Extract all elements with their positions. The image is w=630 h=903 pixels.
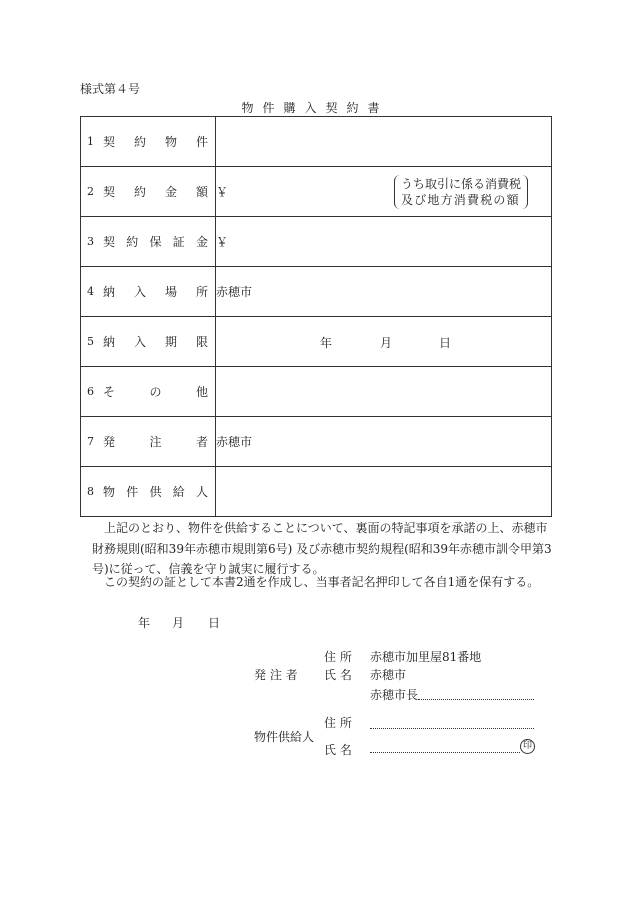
row-label-char: 入 [133,335,146,349]
supplier-address-line [370,728,534,729]
row-label-char: そ [103,385,116,399]
supplier-address-label: 住 所 [324,716,352,730]
table-row [81,317,552,367]
row-value: 赤穂市 [216,435,253,449]
orderer-signature-line [418,699,534,700]
row-label [103,483,208,500]
row-label-cell [81,467,216,517]
seal-mark: 印 [520,739,535,754]
row-value-cell [216,117,552,167]
row-value: 赤穂市 [216,285,253,299]
tax-note [394,175,528,209]
row-number: 8 [87,485,94,498]
row-number: 6 [87,385,94,398]
document-title: 物件購入契約書 [241,101,389,115]
row-value-cell [216,317,552,367]
row-label-char: 物 [103,485,116,499]
row-label-char: 場 [164,285,177,299]
row-label [103,333,208,350]
form-number: 様式第４号 [80,82,141,96]
row-label-char: 物 [164,135,177,149]
table-row [81,117,552,167]
delivery-day: 日 [439,336,452,350]
row-label-cell [81,367,216,417]
row-number: 5 [87,335,94,348]
row-label [103,133,208,150]
row-label-char: 納 [103,285,116,299]
row-label-char: 所 [195,285,208,299]
table-row [81,167,552,217]
row-label-char: 額 [195,185,208,199]
row-label-char: 給 [172,485,185,499]
orderer-address-label: 住 所 [324,650,352,664]
row-label-cell [81,317,216,367]
table-row [81,367,552,417]
table-row [81,267,552,317]
table-row [81,217,552,267]
row-value-cell [216,467,552,517]
tax-note-line: 及び地方消費税の額 [401,193,520,207]
supplier-role: 物件供給人 [254,730,315,744]
orderer-address: 赤穂市加里屋81番地 [370,650,482,664]
signing-month: 月 [172,616,185,630]
row-label [103,183,208,200]
row-label [103,383,208,400]
row-label [103,283,208,300]
row-label-cell [81,417,216,467]
row-label-char: 保 [149,235,162,249]
row-label [103,433,208,450]
row-label-char: 供 [149,485,162,499]
orderer-role: 発 注 者 [254,668,298,682]
orderer-name-label: 氏 名 [324,668,352,682]
row-value: ￥ [216,185,229,199]
row-number: 1 [87,135,94,148]
row-number: 3 [87,235,94,248]
delivery-month: 月 [380,336,393,350]
supplier-name-label: 氏 名 [324,743,352,757]
row-label-char: 約 [126,235,139,249]
row-label-char: 契 [103,135,116,149]
row-label-char: 納 [103,335,116,349]
row-label-char: 入 [133,285,146,299]
row-label-cell [81,217,216,267]
row-label-char: 人 [195,485,208,499]
table-row [81,417,552,467]
row-label-char: の [149,385,162,399]
table-row [81,467,552,517]
row-label-cell [81,167,216,217]
row-label-char: 契 [103,235,116,249]
row-number: 7 [87,435,94,448]
terms-paragraph: 上記のとおり、物件を供給することについて、裏面の特記事項を承諾の上、赤穂市財務規則(昭和39年赤穂市規則第6号) 及び赤穂市契約規程(昭和39年赤穂市訓令甲第3号)に従って、信義を守り誠実に履行する。 [92,521,552,576]
signing-day: 日 [208,616,221,630]
row-label-char: 発 [103,435,116,449]
row-value-cell [216,217,552,267]
row-label-char: 金 [164,185,177,199]
row-label-char: 件 [195,135,208,149]
row-label-cell [81,117,216,167]
row-label-char: 件 [126,485,139,499]
row-value: ￥ [216,235,229,249]
row-value-cell [216,167,552,217]
row-label [103,233,208,250]
delivery-date [216,317,551,366]
row-label-char: 期 [164,335,177,349]
row-value-cell [216,267,552,317]
orderer-name: 赤穂市 [370,668,407,682]
row-label-char: 約 [133,185,146,199]
supplier-name-line [370,752,520,753]
orderer-representative: 赤穂市長 [370,688,419,702]
row-label-char: 証 [172,235,185,249]
row-label-cell [81,267,216,317]
row-label-char: 金 [195,235,208,249]
row-label-char: 他 [195,385,208,399]
signing-year: 年 [138,616,151,630]
delivery-year: 年 [320,336,333,350]
row-value-cell [216,417,552,467]
row-label-char: 限 [195,335,208,349]
row-label-char: 約 [133,135,146,149]
row-number: 2 [87,185,94,198]
row-value-cell [216,367,552,417]
row-label-char: 注 [149,435,162,449]
contract-table [80,116,552,517]
copies-paragraph: この契約の証として本書2通を作成し、当事者記名押印して各自1通を保有する。 [104,575,540,589]
row-label-char: 契 [103,185,116,199]
row-label-char: 者 [195,435,208,449]
row-number: 4 [87,285,94,298]
tax-note-line: うち取引に係る消費税 [401,177,522,191]
